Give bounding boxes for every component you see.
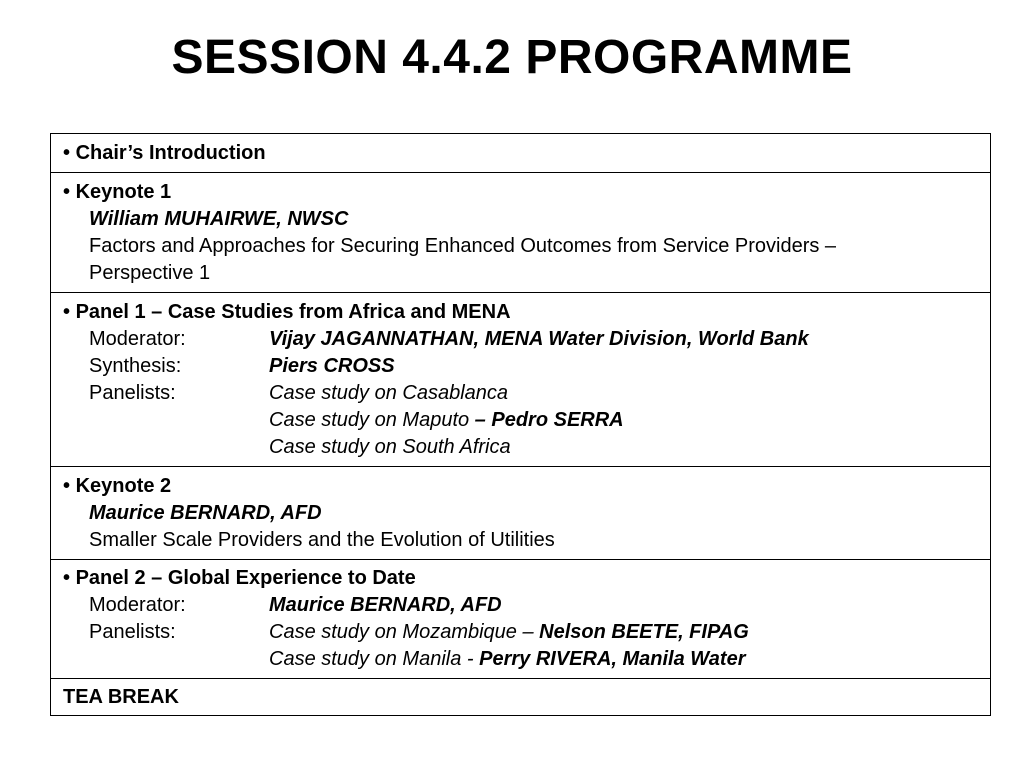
row-heading: Chair’s Introduction [75,142,266,164]
keynote-topic-line-1: Factors and Approaches for Securing Enhanced Outcomes from Service Providers – [89,235,837,257]
panelists-label: Panelists: [89,621,176,643]
case-presenter: – Pedro SERRA [469,409,624,431]
case-study: Case study on Maputo [269,409,470,431]
page-title: SESSION 4.4.2 PROGRAMME [171,31,853,84]
keynote-topic-line-2: Perspective 1 [89,262,211,284]
row-keynote-2 [51,466,990,559]
row-chairs-introduction [51,134,990,172]
case-study: Case study on Manila - [269,648,480,670]
row-heading: Keynote 1 [75,181,172,203]
row-panel-2 [51,559,990,678]
case-study: Case study on Mozambique – [269,621,540,643]
moderator-name: Maurice BERNARD, AFD [269,594,502,616]
moderator-label: Moderator: [89,328,186,350]
panelists-label: Panelists: [89,382,176,404]
programme-table [50,133,991,716]
bullet-icon: • [63,475,71,497]
synthesis-name: Piers CROSS [269,355,395,377]
keynote-topic: Smaller Scale Providers and the Evolution of Utilities [89,529,555,551]
case-study: Case study on Casablanca [269,382,509,404]
moderator-name: Vijay JAGANNATHAN, MENA Water Division, World Bank [269,328,809,350]
moderator-label: Moderator: [89,594,186,616]
case-presenter: Perry RIVERA, Manila Water [479,648,746,670]
case-presenter: Nelson BEETE, FIPAG [539,621,749,643]
row-keynote-1 [51,172,990,292]
bullet-icon: • [63,567,71,589]
tea-break-label: TEA BREAK [63,686,179,708]
synthesis-label: Synthesis: [89,355,182,377]
bullet-icon: • [63,142,71,164]
row-heading: Panel 2 – Global Experience to Date [75,567,416,589]
keynote-speaker: Maurice BERNARD, AFD [89,502,322,524]
row-heading: Panel 1 – Case Studies from Africa and MENA [75,301,511,323]
bullet-icon: • [63,301,71,323]
row-tea-break [51,678,990,715]
case-study: Case study on South Africa [269,436,511,458]
keynote-speaker: William MUHAIRWE, NWSC [89,208,349,230]
row-panel-1 [51,292,990,466]
row-heading: Keynote 2 [75,475,172,497]
bullet-icon: • [63,181,71,203]
